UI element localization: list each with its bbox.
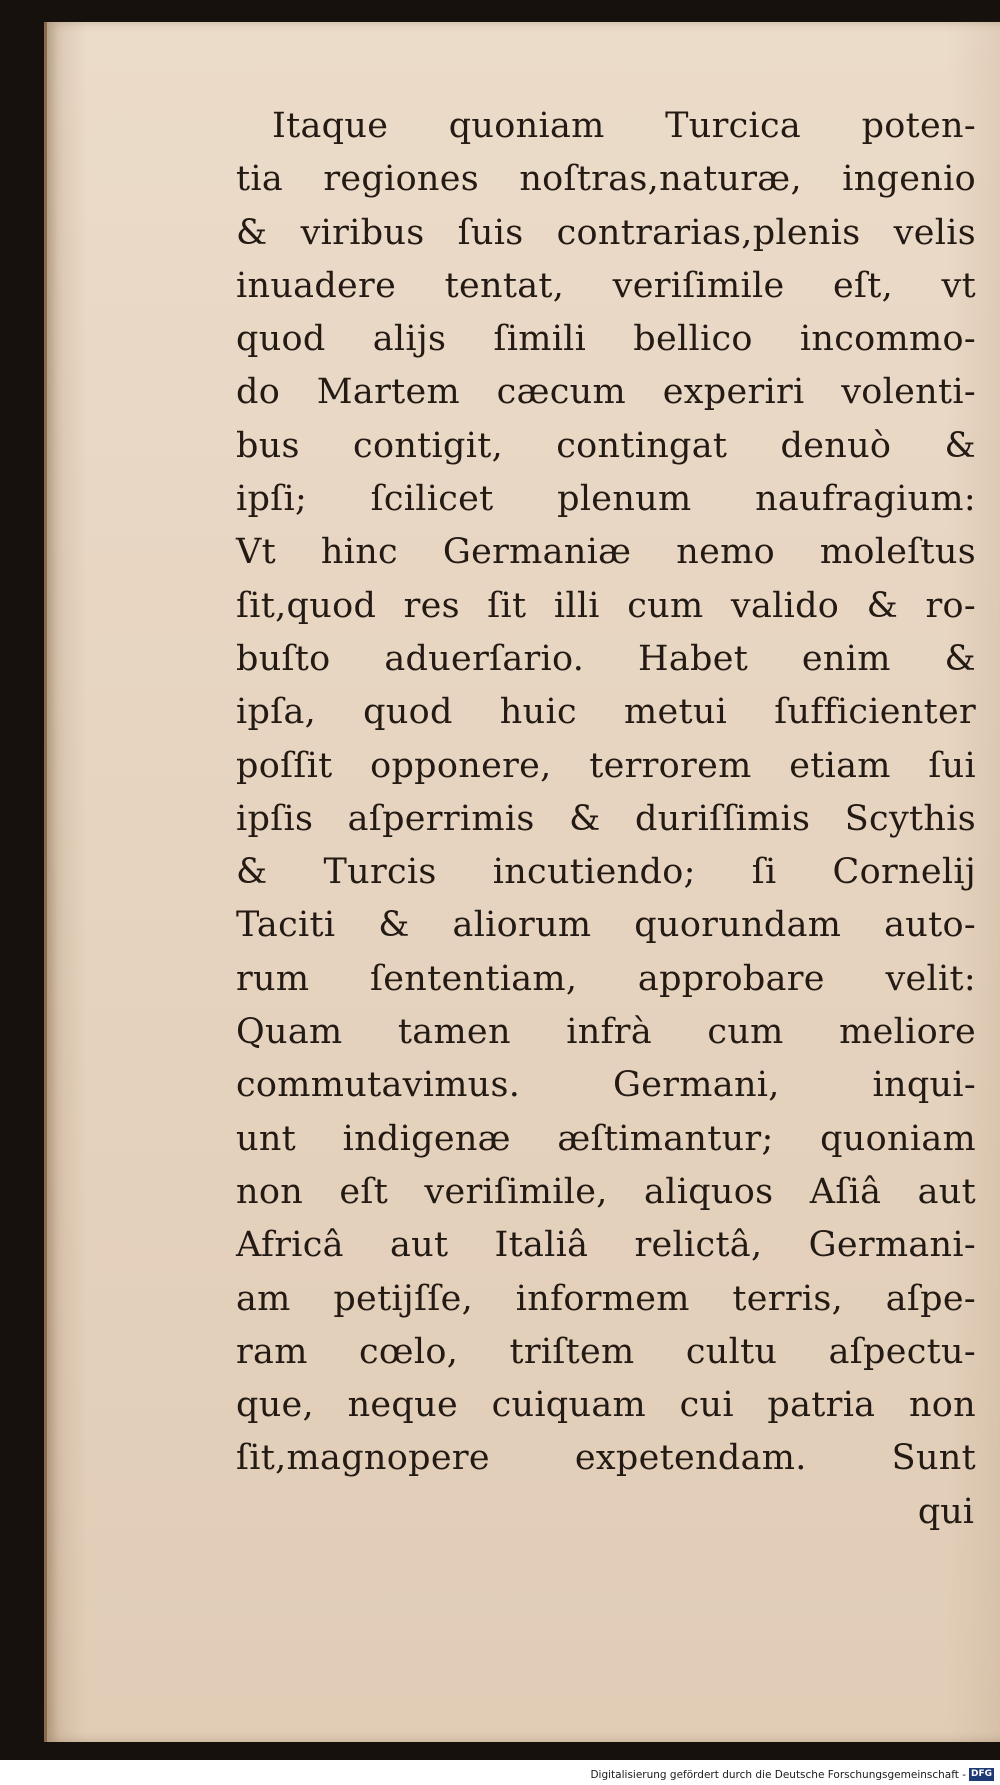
footer-credit-text: Digitalisierung gefördert durch die Deutsche Forschungsgemeinschaft - [590, 1768, 966, 1781]
text-line: Vt hinc Germaniæ nemo moleſtus [236, 532, 976, 573]
text-line: ſit,quod res ſit illi cum valido & ro- [236, 585, 976, 626]
body-text [236, 100, 976, 1486]
text-line: que, neque cuiquam cui patria non [236, 1385, 976, 1426]
text-line: unt indigenæ æſtimantur; quoniam [236, 1118, 976, 1159]
text-line: rum ſententiam, approbare velit: [236, 958, 976, 999]
text-line: ipſa, quod huic metui ſufficienter [236, 692, 976, 733]
text-line: ram cœlo, triſtem cultu aſpectu- [236, 1331, 976, 1372]
text-line: buſto aduerſario. Habet enim & [236, 638, 976, 679]
text-line: & viribus ſuis contrarias,plenis velis [236, 212, 976, 253]
text-line: am petijſſe, informem terris, aſpe- [236, 1278, 976, 1319]
text-line: ſit,magnopere expetendam. Sunt [236, 1438, 976, 1479]
text-line: poſſit opponere, terrorem etiam ſui [236, 745, 976, 786]
text-line: ipſis aſperrimis & duriſſimis Scythis [236, 798, 976, 839]
catchword: qui [917, 1492, 974, 1532]
text-line: Quam tamen infrà cum meliore [236, 1012, 976, 1053]
text-line: Taciti & aliorum quorundam auto- [236, 905, 976, 946]
text-line: commutavimus. Germani, inqui- [236, 1065, 976, 1106]
text-line: non eſt veriſimile, aliquos Aſiâ aut [236, 1171, 976, 1212]
dfg-logo: DFG [970, 1769, 992, 1779]
text-line: do Martem cæcum experiri volenti- [236, 372, 976, 413]
text-line: Itaque quoniam Turcica poten- [272, 106, 976, 146]
text-line: quod alijs ſimili bellico incommo- [236, 319, 976, 360]
text-line: inuadere tentat, veriſimile eſt, vt [236, 265, 976, 306]
text-line: & Turcis incutiendo; ſi Cornelij [236, 852, 976, 893]
text-line: tia regiones noſtras,naturæ, ingenio [236, 159, 976, 200]
digitization-footer [590, 1768, 994, 1781]
text-line: Africâ aut Italiâ relictâ, Germani- [236, 1225, 976, 1266]
text-line: bus contigit, contingat denuò & [236, 425, 976, 466]
text-line: ipſi; ſcilicet plenum naufragium: [236, 479, 976, 520]
